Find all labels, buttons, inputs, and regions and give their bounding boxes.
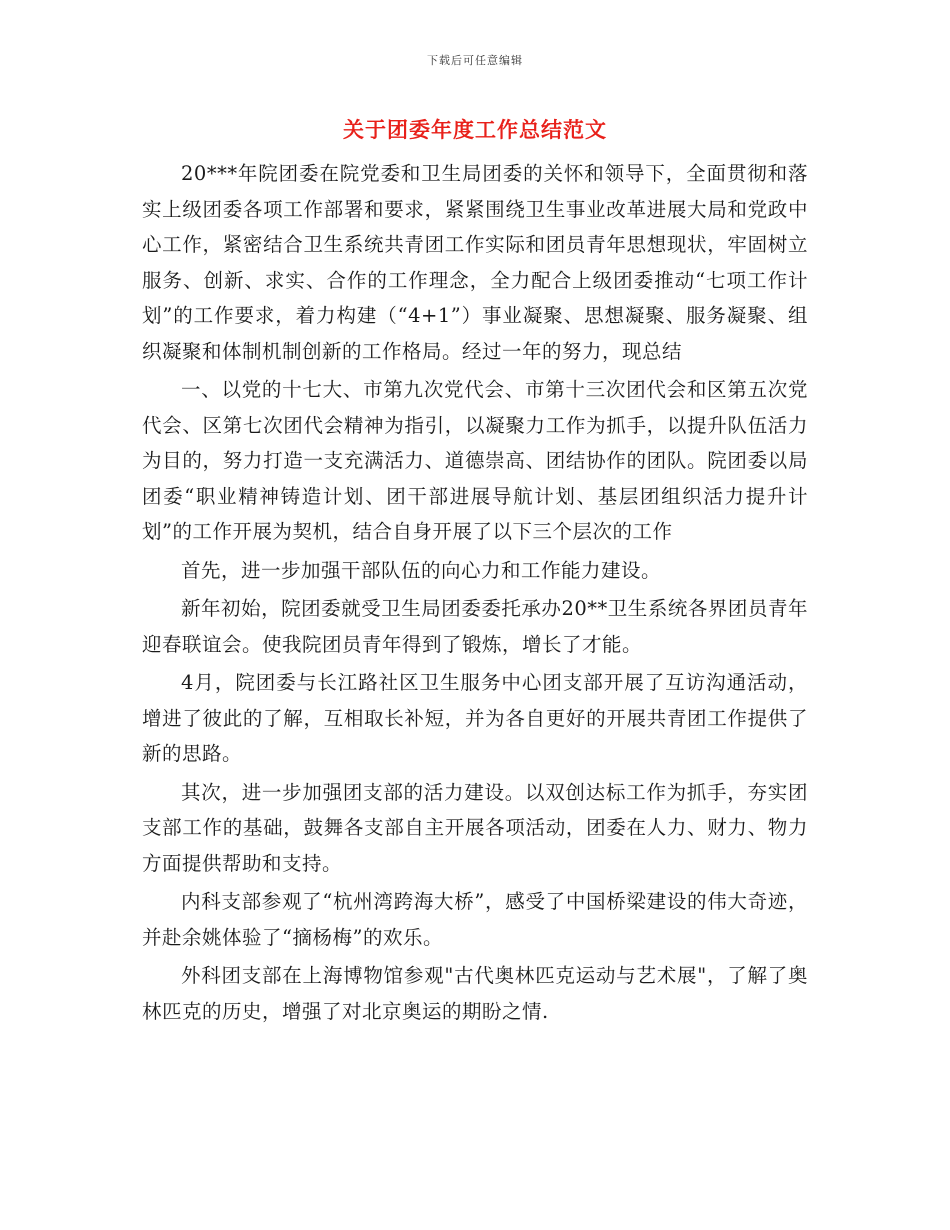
paragraph: 4月，院团委与长江路社区卫生服务中心团支部开展了互访沟通活动，增进了彼此的了解，互相取长补短，并为各自更好的开展共青团工作提供了新的思路。	[142, 671, 808, 765]
document-body	[142, 156, 808, 1032]
paragraph: 内科支部参观了“杭州湾跨海大桥”，感受了中国桥梁建设的伟大奇迹，并赴余姚体验了“摘杨梅”的欢乐。	[142, 890, 808, 949]
paragraph: 新年初始，院团委就受卫生局团委委托承办20**卫生系统各界团员青年迎春联谊会。使我院团员青年得到了锻炼，增长了才能。	[142, 597, 808, 656]
paragraph: 其次，进一步加强团支部的活力建设。以双创达标工作为抓手，夯实团支部工作的基础，鼓舞各支部自主开展各项活动，团委在人力、财力、物力方面提供帮助和支持。	[142, 780, 808, 875]
paragraph: 一、以党的十七大、市第九次党代会、市第十三次团代会和区第五次党代会、区第七次团代会精神为指引，以凝聚力工作为抓手，以提升队伍活力为目的，努力打造一支充满活力、道德崇高、团结协作的团队。院团委以局团委“职业精神铸造计划、团干部进展导航计划、基层团组织活力提升计划”的工作开展为契机，结合自身开展了以下三个层次的工作	[142, 378, 808, 543]
paragraph: 20***年院团委在院党委和卫生局团委的关怀和领导下，全面贯彻和落实上级团委各项工作部署和要求，紧紧围绕卫生事业改革进展大局和党政中心工作，紧密结合卫生系统共青团工作实际和团员青年思想现状，牢固树立服务、创新、求实、合作的工作理念，全力配合上级团委推动“七项工作计划”的工作要求，着力构建（“4+1”）事业凝聚、思想凝聚、服务凝聚、组织凝聚和体制机制创新的工作格局。经过一年的努力，现总结	[142, 162, 808, 363]
paragraph: 外科团支部在上海博物馆参观"古代奥林匹克运动与艺术展"，了解了奥林匹克的历史，增强了对北京奥运的期盼之情.	[142, 964, 808, 1023]
document-title: 关于团委年度工作总结范文	[343, 118, 607, 142]
header-note: 下载后可任意编辑	[427, 54, 523, 67]
paragraph: 首先，进一步加强干部队伍的向心力和工作能力建设。	[181, 558, 662, 582]
